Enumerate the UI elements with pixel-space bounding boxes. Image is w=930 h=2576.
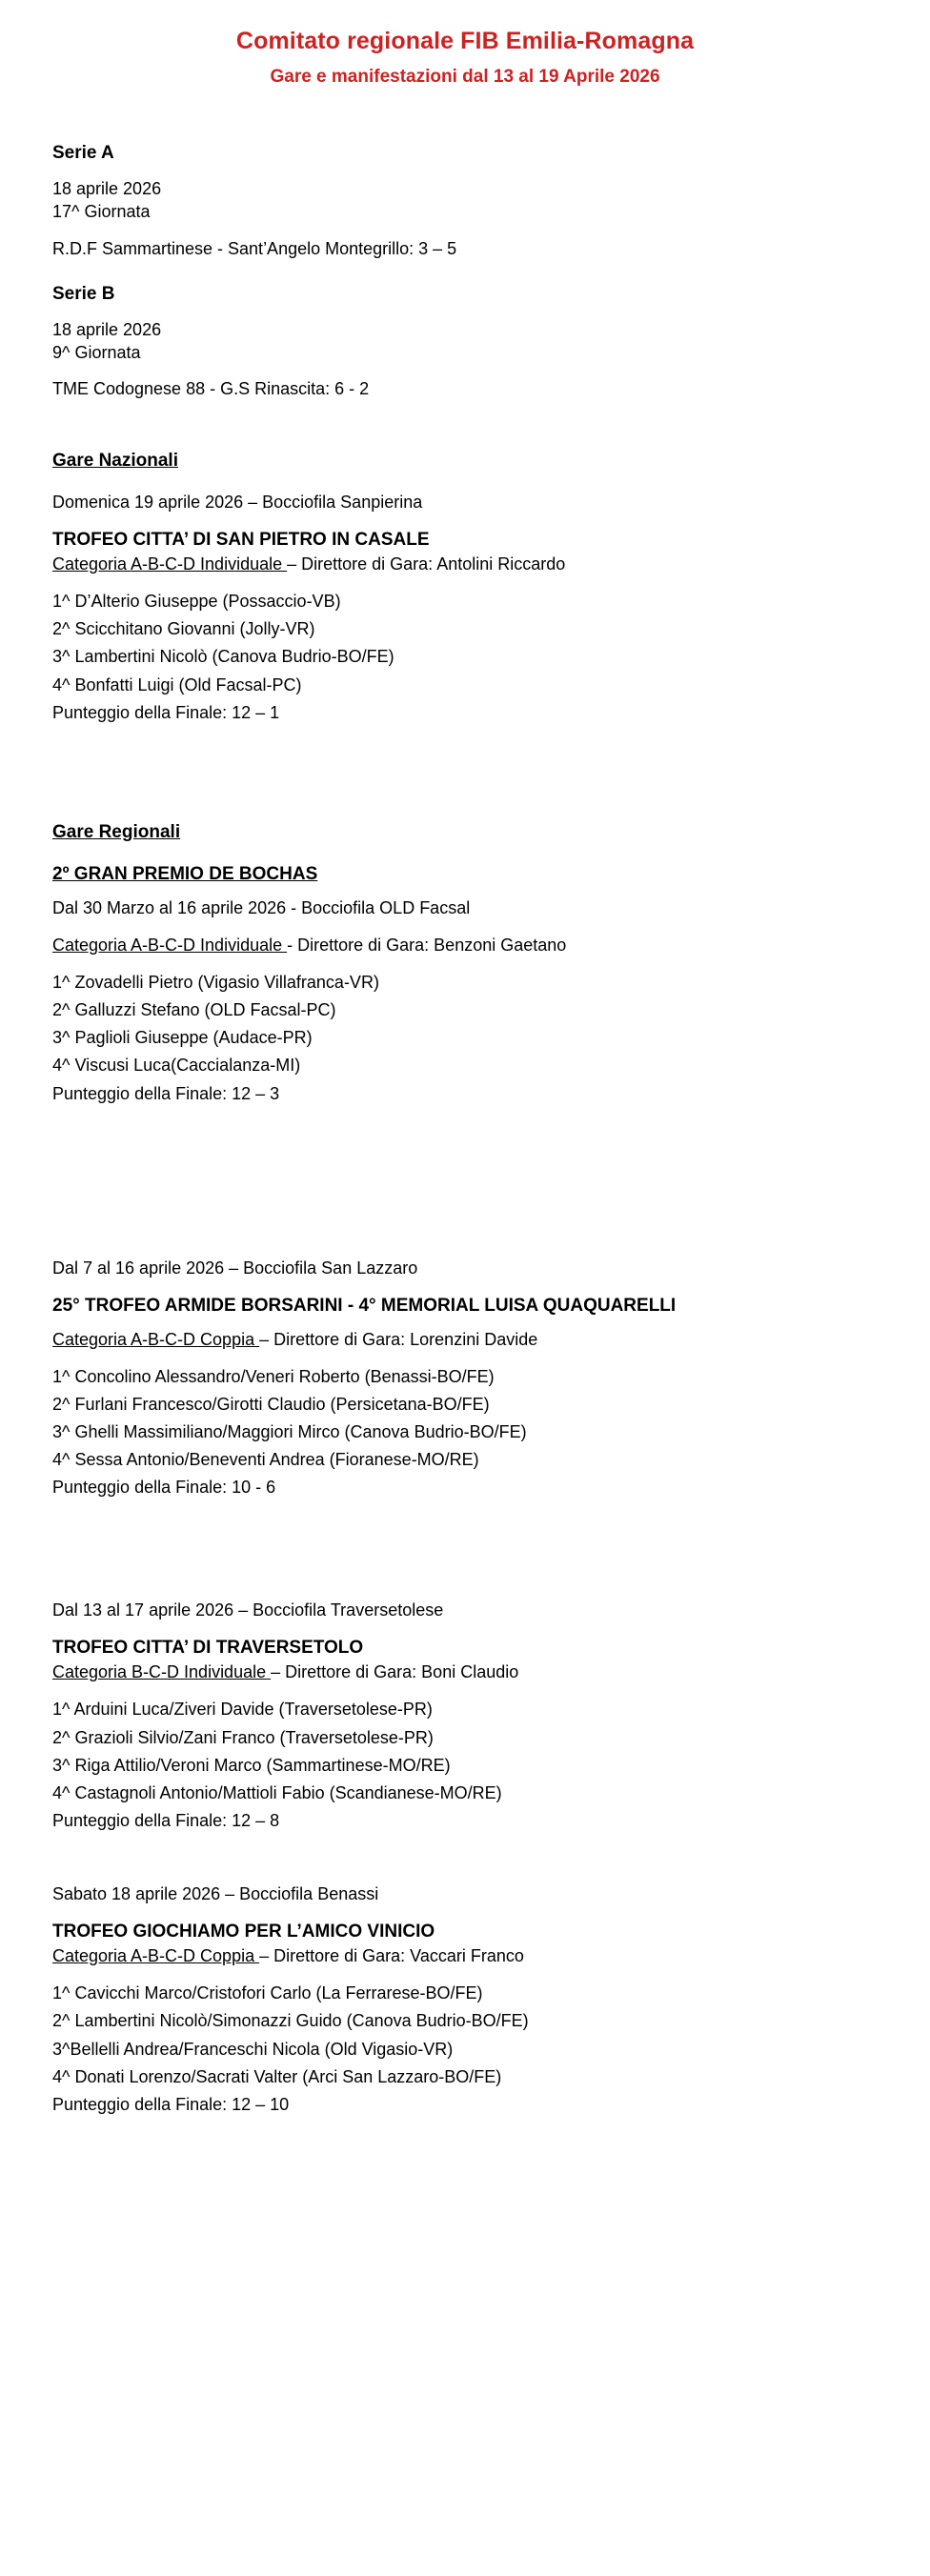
final-score: Punteggio della Finale: 12 – 3: [52, 1083, 280, 1103]
event-director: - Direttore di Gara: Benzoni Gaetano: [287, 935, 567, 955]
league-result: R.D.F Sammartinese - Sant’Angelo Montegrillo: 3 – 5: [52, 238, 457, 258]
list-item: 2^ Grazioli Silvio/Zani Franco (Traversetolese-PR): [52, 1727, 434, 1747]
event-title: TROFEO GIOCHIAMO PER L’AMICO VINICIO: [52, 1922, 435, 1942]
league-date: 18 aprile 2026: [52, 178, 162, 198]
event-title: TROFEO CITTA’ DI SAN PIETRO IN CASALE: [52, 530, 430, 551]
spacer: [52, 1509, 892, 1600]
list-item: 2^ Furlani Francesco/Girotti Claudio (Persicetana-BO/FE): [52, 1394, 490, 1414]
list-item: 1^ Arduini Luca/Ziveri Davide (Traversetolese-PR): [52, 1700, 433, 1720]
event-block-traversetolo: [52, 1600, 892, 1835]
event-category: [52, 554, 892, 574]
event-director: – Direttore di Gara: Vaccari Franco: [259, 1946, 524, 1966]
page-subtitle: Gare e manifestazioni dal 13 al 19 Aprile 2026: [270, 67, 660, 88]
section-heading-regionali: Gare Regionali: [52, 821, 181, 842]
list-item: 4^ Castagnoli Antonio/Mattioli Fabio (Scandianese-MO/RE): [52, 1782, 502, 1802]
event-venue: Dal 13 al 17 aprile 2026 – Bocciofila Traversetolese: [52, 1600, 444, 1620]
event-title: 25° TROFEO ARMIDE BORSARINI - 4° MEMORIAL LUISA QUAQUARELLI: [52, 1295, 677, 1316]
spacer: [52, 1116, 892, 1258]
event-venue: Sabato 18 aprile 2026 – Bocciofila Benassi: [52, 1884, 379, 1904]
list-item: 2^ Scicchitano Giovanni (Jolly-VR): [52, 619, 315, 639]
league-name: Serie B: [52, 283, 115, 304]
list-item: 3^Bellelli Andrea/Franceschi Nicola (Old Vigasio-VR): [52, 2039, 454, 2059]
event-block-san-pietro: [52, 493, 892, 727]
event-category-label: Categoria A-B-C-D Coppia: [52, 1329, 260, 1349]
list-item: 1^ Concolino Alessandro/Veneri Roberto (Benassi-BO/FE): [52, 1366, 495, 1386]
ranking-list: [52, 588, 892, 699]
final-score: Punteggio della Finale: 10 - 6: [52, 1478, 276, 1498]
event-category-label: Categoria A-B-C-D Individuale: [52, 554, 288, 574]
event-category-label: Categoria A-B-C-D Coppia: [52, 1946, 260, 1966]
event-category: [52, 1330, 892, 1350]
ranking-list: [52, 1363, 892, 1475]
list-item: 4^ Donati Lorenzo/Sacrati Valter (Arci San Lazzaro-BO/FE): [52, 2066, 502, 2086]
final-score: Punteggio della Finale: 12 – 1: [52, 702, 280, 722]
section-heading-nazionali: Gare Nazionali: [52, 451, 178, 472]
event-director: – Direttore di Gara: Lorenzini Davide: [259, 1329, 538, 1349]
league-name: Serie A: [52, 142, 114, 163]
list-item: 4^ Sessa Antonio/Beneventi Andrea (Fioranese-MO/RE): [52, 1450, 479, 1470]
event-venue: Dal 30 Marzo al 16 aprile 2026 - Bocciofila OLD Facsal: [52, 897, 471, 917]
event-title: TROFEO CITTA’ DI TRAVERSETOLO: [52, 1638, 364, 1659]
ranking-list: [52, 969, 892, 1080]
list-item: 1^ D’Alterio Giuseppe (Possaccio-VB): [52, 592, 341, 612]
event-venue: Dal 7 al 16 aprile 2026 – Bocciofila San Lazzaro: [52, 1258, 418, 1278]
document-header: [0, 0, 930, 90]
event-category-label: Categoria B-C-D Individuale: [52, 1662, 272, 1682]
event-director: – Direttore di Gara: Boni Claudio: [271, 1662, 519, 1682]
event-category: [52, 1662, 892, 1682]
event-venue: Domenica 19 aprile 2026 – Bocciofila Sanpierina: [52, 493, 423, 513]
event-director: – Direttore di Gara: Antolini Riccardo: [287, 554, 566, 574]
event-category: [52, 1946, 892, 1966]
league-block-serie-a: [52, 143, 892, 259]
league-matchday: 9^ Giornata: [52, 342, 141, 362]
list-item: 2^ Galluzzi Stefano (OLD Facsal-PC): [52, 1000, 336, 1020]
final-score: Punteggio della Finale: 12 – 8: [52, 1811, 280, 1831]
final-score: Punteggio della Finale: 12 – 10: [52, 2094, 290, 2114]
spacer: [52, 1842, 892, 1884]
league-date: 18 aprile 2026: [52, 319, 162, 339]
list-item: 4^ Bonfatti Luigi (Old Facsal-PC): [52, 674, 302, 694]
league-result: TME Codognese 88 - G.S Rinascita: 6 - 2: [52, 379, 370, 399]
league-matchday: 17^ Giornata: [52, 202, 151, 222]
event-block-armide-borsarini: [52, 1258, 892, 1502]
event-block-amico-vinicio: [52, 1884, 892, 2119]
list-item: 3^ Paglioli Giuseppe (Audace-PR): [52, 1028, 313, 1048]
event-category-label: Categoria A-B-C-D Individuale: [52, 935, 288, 955]
event-title: 2º GRAN PREMIO DE BOCHAS: [52, 863, 318, 884]
list-item: 1^ Cavicchi Marco/Cristofori Carlo (La Ferrarese-BO/FE): [52, 1983, 483, 2003]
ranking-list: [52, 1980, 892, 2091]
league-block-serie-b: [52, 284, 892, 400]
list-item: 3^ Lambertini Nicolò (Canova Budrio-BO/FE): [52, 647, 394, 667]
event-category: [52, 936, 892, 956]
list-item: 3^ Ghelli Massimiliano/Maggiori Mirco (Canova Budrio-BO/FE): [52, 1422, 527, 1441]
list-item: 3^ Riga Attilio/Veroni Marco (Sammartinese-MO/RE): [52, 1755, 451, 1775]
ranking-list: [52, 1696, 892, 1807]
list-item: 1^ Zovadelli Pietro (Vigasio Villafranca-VR): [52, 972, 379, 992]
event-block-gran-premio-bochas: [52, 864, 892, 1108]
page-title: Comitato regionale FIB Emilia-Romagna: [235, 28, 695, 54]
list-item: 4^ Viscusi Luca(Caccialanza-MI): [52, 1056, 301, 1076]
list-item: 2^ Lambertini Nicolò/Simonazzi Guido (Canova Budrio-BO/FE): [52, 2011, 529, 2031]
document-body: [0, 90, 930, 2119]
